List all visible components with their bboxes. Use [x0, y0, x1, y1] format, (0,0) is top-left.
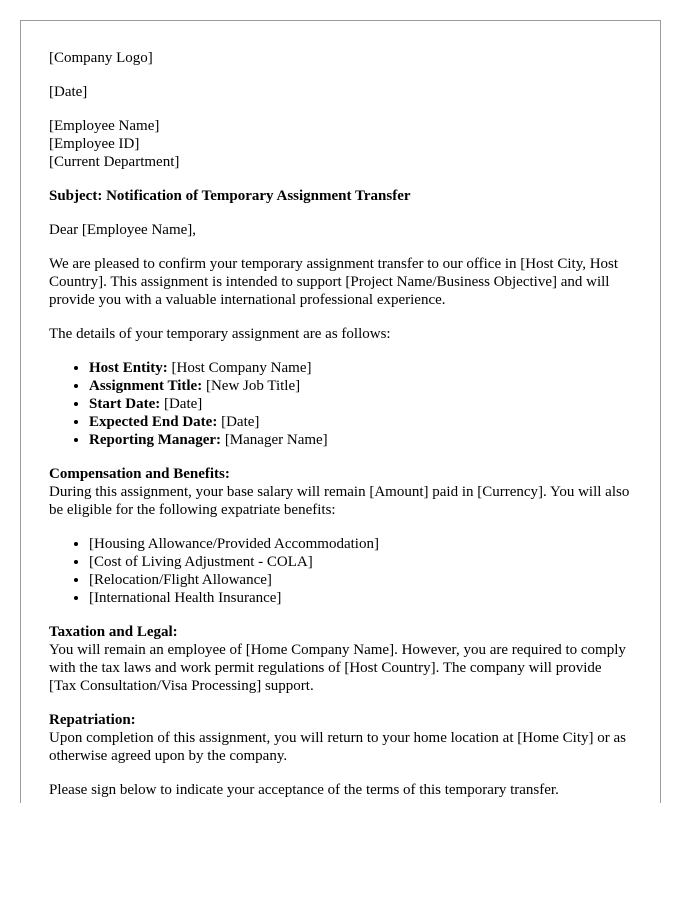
list-item — [89, 431, 632, 449]
letter-date: [Date] — [49, 84, 88, 100]
list-item: • [Relocation/Flight Allowance] — [89, 571, 632, 589]
salutation: Dear [Employee Name], — [49, 222, 197, 238]
letter-page — [20, 20, 661, 803]
list-item — [89, 359, 632, 377]
compensation-section — [49, 465, 632, 519]
repatriation-text: Upon completion of this assignment, you will return to your home location at [Home City] or as otherwise agreed upon by the company. — [49, 730, 626, 764]
recipient-id: [Employee ID] — [49, 136, 140, 152]
detail-value: [Host Company Name] — [167, 360, 312, 376]
detail-label: Expected End Date: — [89, 414, 218, 430]
detail-value: [Date] — [160, 396, 203, 412]
recipient-name: [Employee Name] — [49, 118, 160, 134]
taxation-text: You will remain an employee of [Home Company Name]. However, you are required to comply with the tax laws and work permit regulations of [Host Country]. The company will provide [Tax Consultation/Visa Processing] support. — [49, 642, 626, 694]
detail-label: Start Date: — [89, 396, 161, 412]
list-item — [89, 395, 632, 413]
repatriation-title: Repatriation: — [49, 712, 136, 728]
detail-value: [Manager Name] — [221, 432, 328, 448]
letter-subject: Subject: Notification of Temporary Assignment Transfer — [49, 188, 411, 204]
company-logo-placeholder: [Company Logo] — [49, 50, 153, 66]
detail-label: Host Entity: — [89, 360, 168, 376]
taxation-title: Taxation and Legal: — [49, 624, 178, 640]
intro-paragraph: We are pleased to confirm your temporary assignment transfer to our office in [Host City, Host Country]. This assignment is intended to support [Project Name/Business Objective] and will provide you with a valuable international professional experience. — [49, 256, 619, 308]
detail-value: [Date] — [217, 414, 260, 430]
list-item: • [Housing Allowance/Provided Accommodation] — [89, 535, 632, 553]
list-item — [89, 413, 632, 431]
taxation-section — [49, 623, 632, 695]
list-item: • [International Health Insurance] — [89, 589, 632, 607]
detail-value: [New Job Title] — [202, 378, 301, 394]
detail-label: Assignment Title: — [89, 378, 203, 394]
closing-paragraph: Please sign below to indicate your acceptance of the terms of this temporary transfer. — [49, 782, 559, 798]
list-item: • [Cost of Living Adjustment - COLA] — [89, 553, 632, 571]
repatriation-section — [49, 711, 632, 765]
benefits-list — [49, 535, 632, 607]
compensation-text: During this assignment, your base salary will remain [Amount] paid in [Currency]. You will also be eligible for the following expatriate benefits: — [49, 484, 630, 518]
details-intro: The details of your temporary assignment are as follows: — [49, 326, 391, 342]
detail-label: Reporting Manager: — [89, 432, 222, 448]
compensation-title: Compensation and Benefits: — [49, 466, 230, 482]
list-item — [89, 377, 632, 395]
assignment-details-list — [49, 359, 632, 449]
recipient-department: [Current Department] — [49, 154, 180, 170]
recipient-block — [49, 117, 632, 171]
